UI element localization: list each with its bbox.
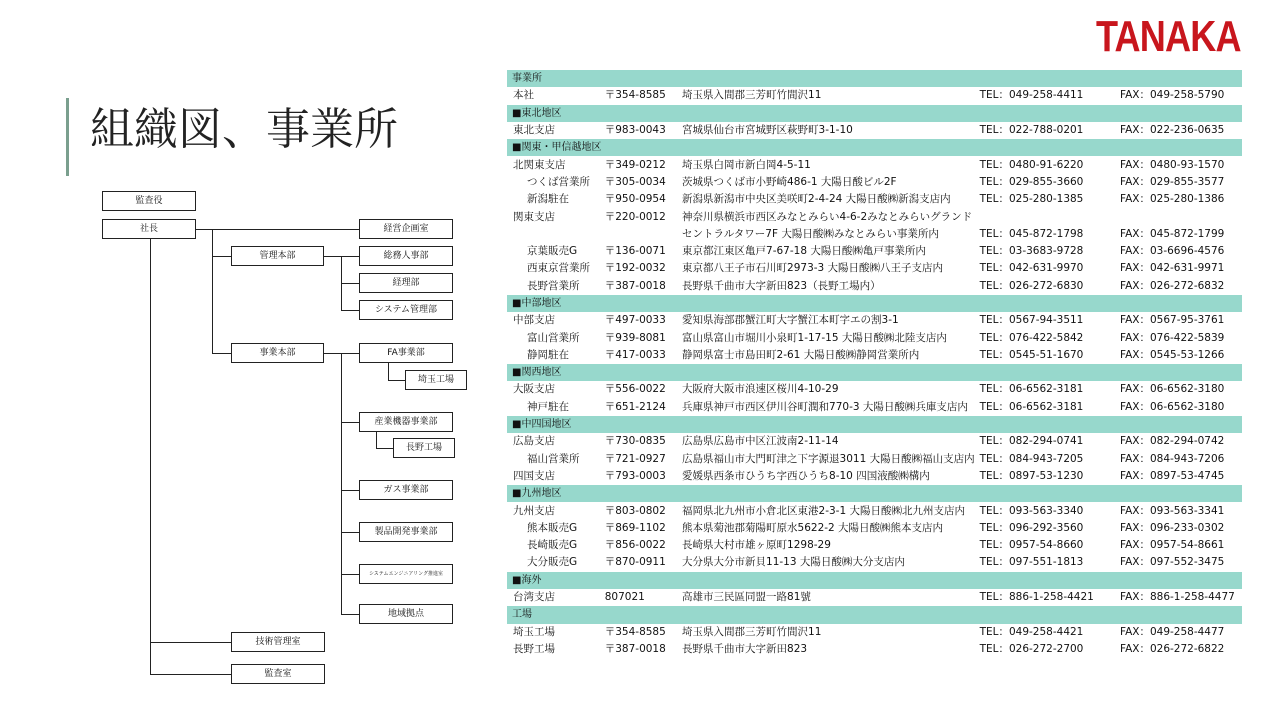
office-tel: TEL：06-6562-3181 <box>979 400 1084 413</box>
office-zip: 〒497-0033 <box>604 314 666 327</box>
office-row <box>507 260 1242 277</box>
office-tel: TEL：045-872-1798 <box>979 227 1084 240</box>
office-name: 長崎販売G <box>527 539 578 552</box>
org-box-admin-hq: 管理本部 <box>231 246 324 266</box>
org-box-saitama-factory: 埼玉工場 <box>405 370 467 390</box>
office-tel: TEL：093-563-3340 <box>979 504 1084 517</box>
section-header <box>507 364 1242 381</box>
office-row <box>507 243 1242 260</box>
office-fax: FAX：0567-95-3761 <box>1120 314 1225 327</box>
org-line <box>212 256 231 257</box>
org-box-audit-office: 監査室 <box>231 664 325 684</box>
tanaka-logo: TANAKA <box>1096 12 1241 61</box>
office-zip: 〒730-0835 <box>604 435 666 448</box>
office-tel: TEL：042-631-9970 <box>979 262 1084 275</box>
office-address: 神奈川県横浜市西区みなとみらい4-6-2みなとみらいグランド <box>682 210 973 223</box>
section-header <box>507 139 1242 156</box>
office-address: 茨城県つくば市小野崎486-1 大陽日酸ビル2F <box>682 175 897 188</box>
office-row <box>507 381 1242 398</box>
office-fax: FAX：097-552-3475 <box>1120 556 1225 569</box>
office-address: セントラルタワー7F 大陽日酸㈱みなとみらい事業所内 <box>682 227 939 240</box>
office-fax: FAX：082-294-0742 <box>1120 435 1225 448</box>
org-line <box>376 448 393 449</box>
office-tel: TEL：0567-94-3511 <box>979 314 1084 327</box>
office-row <box>507 624 1242 641</box>
office-zip: 〒856-0022 <box>604 539 666 552</box>
org-line <box>341 310 359 311</box>
office-address: 熊本県菊池郡菊陽町原水5622-2 大陽日酸㈱熊本支店内 <box>682 521 944 534</box>
office-fax: FAX：076-422-5839 <box>1120 331 1225 344</box>
office-fax: FAX：886-1-258-4477 <box>1120 591 1235 604</box>
org-line <box>341 283 359 284</box>
org-line <box>196 229 359 230</box>
office-row <box>507 156 1242 173</box>
office-row <box>507 347 1242 364</box>
section-header <box>507 70 1242 87</box>
office-name: 九州支店 <box>513 504 555 517</box>
office-row <box>507 191 1242 208</box>
office-name: 長野工場 <box>513 642 555 655</box>
office-address: 静岡県富士市島田町2-61 大陽日酸㈱静岡営業所内 <box>682 348 920 361</box>
office-name: 長野営業所 <box>527 279 580 292</box>
org-line <box>341 532 359 533</box>
office-name: 本社 <box>513 89 534 102</box>
office-row <box>507 468 1242 485</box>
section-header <box>507 606 1242 623</box>
office-fax: FAX：029-855-3577 <box>1120 175 1225 188</box>
org-box-president: 社長 <box>102 219 196 239</box>
office-fax: FAX：03-6696-4576 <box>1120 245 1225 258</box>
section-header <box>507 105 1242 122</box>
office-name: 大分販売G <box>527 556 578 569</box>
office-name <box>507 226 605 243</box>
office-address: 高雄市三民區同盟一路81號 <box>682 591 811 604</box>
office-fax: FAX：049-258-4477 <box>1120 625 1225 638</box>
org-box-tech-mgmt: 技術管理室 <box>231 632 325 652</box>
office-fax: FAX：093-563-3341 <box>1120 504 1225 517</box>
org-box-fa-div: FA事業部 <box>359 343 453 363</box>
office-zip: 〒950-0954 <box>604 193 666 206</box>
office-row <box>507 174 1242 191</box>
office-fax: FAX：045-872-1799 <box>1120 227 1225 240</box>
office-name: 東北支店 <box>513 124 555 137</box>
office-tel: TEL：0480-91-6220 <box>979 158 1084 171</box>
office-row <box>507 433 1242 450</box>
office-tel: TEL：096-292-3560 <box>979 521 1084 534</box>
office-fax: FAX：0545-53-1266 <box>1120 348 1225 361</box>
office-tel: TEL：06-6562-3181 <box>979 383 1084 396</box>
section-header <box>507 416 1242 433</box>
office-zip: 〒305-0034 <box>604 175 666 188</box>
office-address: 広島県福山市大門町津之下字源退3011 大陽日酸㈱福山支店内 <box>682 452 975 465</box>
office-tel: TEL：025-280-1385 <box>979 193 1084 206</box>
org-box-industrial-div: 産業機器事業部 <box>359 412 453 432</box>
office-fax: FAX：022-236-0635 <box>1120 124 1225 137</box>
office-address: 富山県富山市堀川小泉町1-17-15 大陽日酸㈱北陸支店内 <box>682 331 947 344</box>
office-address: 東京都八王子市石川町2973-3 大陽日酸㈱八王子支店内 <box>682 262 944 275</box>
office-tel: TEL：0545-51-1670 <box>979 348 1084 361</box>
org-box-planning: 経営企画室 <box>359 219 453 239</box>
office-row <box>507 278 1242 295</box>
org-box-regional: 地域拠点 <box>359 604 453 624</box>
office-tel: TEL：026-272-2700 <box>979 642 1084 655</box>
office-row <box>507 589 1242 606</box>
office-row <box>507 87 1242 104</box>
section-title: ■中部地区 <box>507 295 1242 312</box>
office-name: 京葉販売G <box>527 245 578 258</box>
org-box-nagano-factory: 長野工場 <box>393 438 455 458</box>
office-address: 福岡県北九州市小倉北区東港2-3-1 大陽日酸㈱北九州支店内 <box>682 504 965 517</box>
org-line <box>341 353 342 615</box>
office-fax: FAX：0957-54-8661 <box>1120 539 1225 552</box>
office-row <box>507 451 1242 468</box>
office-tel: TEL：082-294-0741 <box>979 435 1084 448</box>
office-tel: TEL：0957-54-8660 <box>979 539 1084 552</box>
office-name: 埼玉工場 <box>513 625 555 638</box>
org-box-accounting: 経理部 <box>359 273 453 293</box>
office-address: 愛知県海部郡蟹江町大字蟹江本町字エの割3-1 <box>682 314 899 327</box>
office-row <box>507 502 1242 519</box>
section-header <box>507 485 1242 502</box>
office-tel: TEL：886-1-258-4421 <box>979 591 1094 604</box>
office-fax: FAX：049-258-5790 <box>1120 89 1225 102</box>
office-address: 東京都江東区亀戸7-67-18 大陽日酸㈱亀戸事業所内 <box>682 245 926 258</box>
office-zip: 〒939-8081 <box>604 331 666 344</box>
office-fax: FAX：0480-93-1570 <box>1120 158 1225 171</box>
office-name: 静岡駐在 <box>527 348 569 361</box>
section-title: ■九州地区 <box>507 485 1242 502</box>
office-zip: 〒349-0212 <box>604 158 666 171</box>
office-zip: 〒983-0043 <box>604 124 666 137</box>
office-name: 関東支店 <box>513 210 555 223</box>
office-address: 長崎県大村市雄ヶ原町1298-29 <box>682 539 831 552</box>
office-name: 新潟駐在 <box>527 193 569 206</box>
office-row <box>507 226 1242 243</box>
org-line <box>341 574 359 575</box>
office-address: 長野県千曲市大字新田823 <box>682 642 808 655</box>
office-row <box>507 329 1242 346</box>
office-fax <box>1120 208 1242 225</box>
office-name: 北関東支店 <box>513 158 566 171</box>
office-address: 広島県広島市中区江波南2-11-14 <box>682 435 839 448</box>
office-row <box>507 312 1242 329</box>
office-fax: FAX：025-280-1386 <box>1120 193 1225 206</box>
section-header <box>507 572 1242 589</box>
office-row <box>507 520 1242 537</box>
office-tel <box>980 208 1120 225</box>
org-box-business-hq: 事業本部 <box>231 343 324 363</box>
section-title: ■関西地区 <box>507 364 1242 381</box>
section-header <box>507 295 1242 312</box>
office-zip: 〒803-0802 <box>604 504 666 517</box>
office-fax: FAX：06-6562-3180 <box>1120 383 1225 396</box>
office-fax: FAX：042-631-9971 <box>1120 262 1225 275</box>
office-name: 大阪支店 <box>513 383 555 396</box>
section-title: ■関東・甲信越地区 <box>507 139 1242 156</box>
org-line <box>150 239 151 675</box>
org-box-auditor: 監査役 <box>102 191 196 211</box>
office-tel: TEL：049-258-4411 <box>979 89 1084 102</box>
office-name: 台湾支店 <box>513 591 555 604</box>
office-fax: FAX：096-233-0302 <box>1120 521 1225 534</box>
office-name: 中部支店 <box>513 314 555 327</box>
office-name: 西東京営業所 <box>527 262 590 275</box>
office-zip: 〒192-0032 <box>604 262 666 275</box>
office-zip: 〒387-0018 <box>604 279 666 292</box>
office-address: 大分県大分市新貝11-13 大陽日酸㈱大分支店内 <box>682 556 905 569</box>
office-name: 熊本販売G <box>527 521 578 534</box>
office-address: 埼玉県入間郡三芳町竹間沢11 <box>682 625 822 638</box>
org-line <box>341 422 359 423</box>
office-table <box>507 70 1242 658</box>
section-title: ■東北地区 <box>507 105 1242 122</box>
office-tel: TEL：0897-53-1230 <box>979 469 1084 482</box>
office-zip: 〒387-0018 <box>604 642 666 655</box>
office-name: 広島支店 <box>513 435 555 448</box>
office-zip: 〒220-0012 <box>604 210 666 223</box>
office-zip: 〒721-0927 <box>604 452 666 465</box>
office-address: 宮城県仙台市宮城野区萩野町3-1-10 <box>682 124 853 137</box>
office-name: 四国支店 <box>513 469 555 482</box>
office-zip: 〒870-0911 <box>604 556 666 569</box>
office-tel: TEL：084-943-7205 <box>979 452 1084 465</box>
section-title: ■中四国地区 <box>507 416 1242 433</box>
office-row <box>507 122 1242 139</box>
office-fax: FAX：0897-53-4745 <box>1120 469 1225 482</box>
office-name: 福山営業所 <box>527 452 580 465</box>
office-zip: 〒556-0022 <box>604 383 666 396</box>
office-row <box>507 554 1242 571</box>
office-fax: FAX：026-272-6822 <box>1120 642 1225 655</box>
office-tel: TEL：026-272-6830 <box>979 279 1084 292</box>
org-line <box>150 642 231 643</box>
office-address: 兵庫県神戸市西区伊川谷町潤和770-3 大陽日酸㈱兵庫支店内 <box>682 400 968 413</box>
office-row <box>507 399 1242 416</box>
org-box-product-dev: 製品開発事業部 <box>359 522 453 542</box>
org-line <box>376 432 377 449</box>
office-name: 富山営業所 <box>527 331 580 344</box>
office-fax: FAX：026-272-6832 <box>1120 279 1225 292</box>
office-name: つくば営業所 <box>527 175 590 188</box>
office-address: 愛媛県西条市ひうち字西ひうち8-10 四国液酸㈱構内 <box>682 469 930 482</box>
office-tel: TEL：076-422-5842 <box>979 331 1084 344</box>
office-name: 神戸駐在 <box>527 400 569 413</box>
office-zip: 〒354-8585 <box>604 89 666 102</box>
org-box-sys-eng: システムエンジニアリング推進室 <box>359 564 453 584</box>
org-box-system-mgmt: システム管理部 <box>359 300 453 320</box>
office-row <box>507 641 1242 658</box>
section-title: ■海外 <box>507 572 1242 589</box>
org-line <box>212 353 231 354</box>
office-tel: TEL：049-258-4421 <box>979 625 1084 638</box>
office-address: 埼玉県白岡市新白岡4-5-11 <box>682 158 811 171</box>
office-zip: 〒793-0003 <box>604 469 666 482</box>
office-zip: 〒869-1102 <box>604 521 666 534</box>
office-zip: 〒417-0033 <box>604 348 666 361</box>
org-line <box>341 614 359 615</box>
office-address: 長野県千曲市大字新田823（長野工場内） <box>682 279 881 292</box>
org-line <box>341 490 359 491</box>
office-zip: 〒136-0071 <box>604 245 666 258</box>
office-tel: TEL：022-788-0201 <box>979 124 1084 137</box>
office-zip: 807021 <box>604 591 645 604</box>
office-fax: FAX：084-943-7206 <box>1120 452 1225 465</box>
office-fax: FAX：06-6562-3180 <box>1120 400 1225 413</box>
office-row <box>507 208 1242 225</box>
office-tel: TEL：03-3683-9728 <box>979 245 1084 258</box>
office-address: 埼玉県入間郡三芳町竹間沢11 <box>682 89 822 102</box>
org-chart <box>0 0 500 720</box>
office-row <box>507 537 1242 554</box>
page-title: 組織図、事業所 <box>90 104 398 155</box>
office-tel: TEL：097-551-1813 <box>979 556 1084 569</box>
org-line <box>388 363 389 381</box>
org-line <box>212 229 213 354</box>
org-line <box>150 674 231 675</box>
section-title: 工場 <box>507 606 1242 623</box>
office-zip: 〒651-2124 <box>604 400 666 413</box>
section-title: 事業所 <box>507 70 1242 87</box>
org-box-general-hr: 総務人事部 <box>359 246 453 266</box>
office-address: 大阪府大阪市浪速区桜川4-10-29 <box>682 383 839 396</box>
org-line <box>388 380 405 381</box>
office-tel: TEL：029-855-3660 <box>979 175 1084 188</box>
office-zip <box>605 226 682 243</box>
org-box-gas-div: ガス事業部 <box>359 480 453 500</box>
office-zip: 〒354-8585 <box>604 625 666 638</box>
office-address: 新潟県新潟市中央区美咲町2-4-24 大陽日酸㈱新潟支店内 <box>682 193 951 206</box>
